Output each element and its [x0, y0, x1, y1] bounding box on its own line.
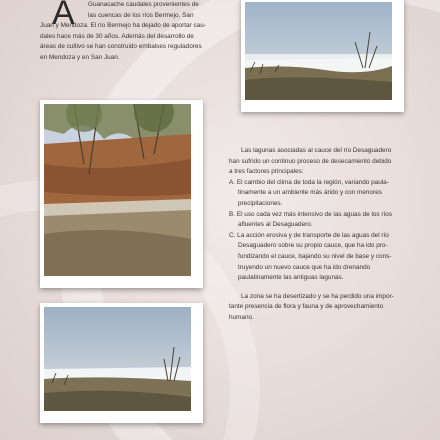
photo-image	[44, 104, 191, 276]
text-line: afluentes al Desaguadero.	[238, 221, 313, 229]
text-line: precipitaciones.	[238, 199, 283, 207]
text-line: las cuencas de los ríos Bermejo, San	[88, 11, 194, 19]
text-line: dales hace más de 30 años. Además del desarrollo de	[40, 32, 194, 40]
text-line: han sufrido un continuo proceso de desecamiento debido	[229, 157, 392, 165]
intro-paragraph	[40, 0, 215, 64]
paragraph-spacer	[229, 284, 401, 292]
text-line: paulatinamente las antiguas lagunas.	[238, 274, 344, 282]
drop-cap: A	[52, 0, 75, 32]
text-line: humano.	[229, 313, 254, 321]
text-line: en Mendoza y en San Juan.	[40, 53, 120, 61]
list-item-a: A. El cambio del clima de toda la región, variando paula-	[229, 178, 389, 186]
text-line: tinamente a un ambiente más árido y con menores	[238, 189, 382, 197]
text-line: Desaguadero sobre su propio cauce, que ha ido pro-	[238, 242, 388, 250]
photo-riverbank	[40, 100, 203, 288]
text-line: Guanacache caudales provenientes de	[88, 1, 199, 8]
main-text-column	[229, 146, 401, 324]
photo-lagoon-top	[241, 0, 404, 112]
text-line: truyendo un nuevo cauce que ha ido drenando	[238, 263, 371, 271]
text-line: a tres factores principales:	[229, 168, 304, 176]
photo-image	[44, 307, 191, 411]
list-item-c: C. La acción erosiva y de transporte de las aguas del río	[229, 231, 389, 239]
photo-lagoon-bottom	[40, 303, 203, 423]
text-line: áreas de cultivo se han construido embalses reguladores	[40, 43, 202, 51]
list-item-b: B. El uso cada vez más intensivo de las aguas de los ríos	[229, 210, 393, 218]
text-line: fundizando el cauce, bajando su nivel de base y cons-	[238, 252, 392, 260]
text-line: La zona se ha desertizado y se ha perdido una impor-	[241, 292, 394, 300]
text-line: tante presencia de flora y fauna y de aprovechamiento	[229, 303, 384, 311]
photo-image	[245, 2, 392, 100]
text-line: Las lagunas asociadas al cauce del río Desaguadero	[241, 147, 392, 154]
text-line: Juan y Mendoza. El río Bermejo ha dejado de aportar cau-	[40, 22, 206, 30]
